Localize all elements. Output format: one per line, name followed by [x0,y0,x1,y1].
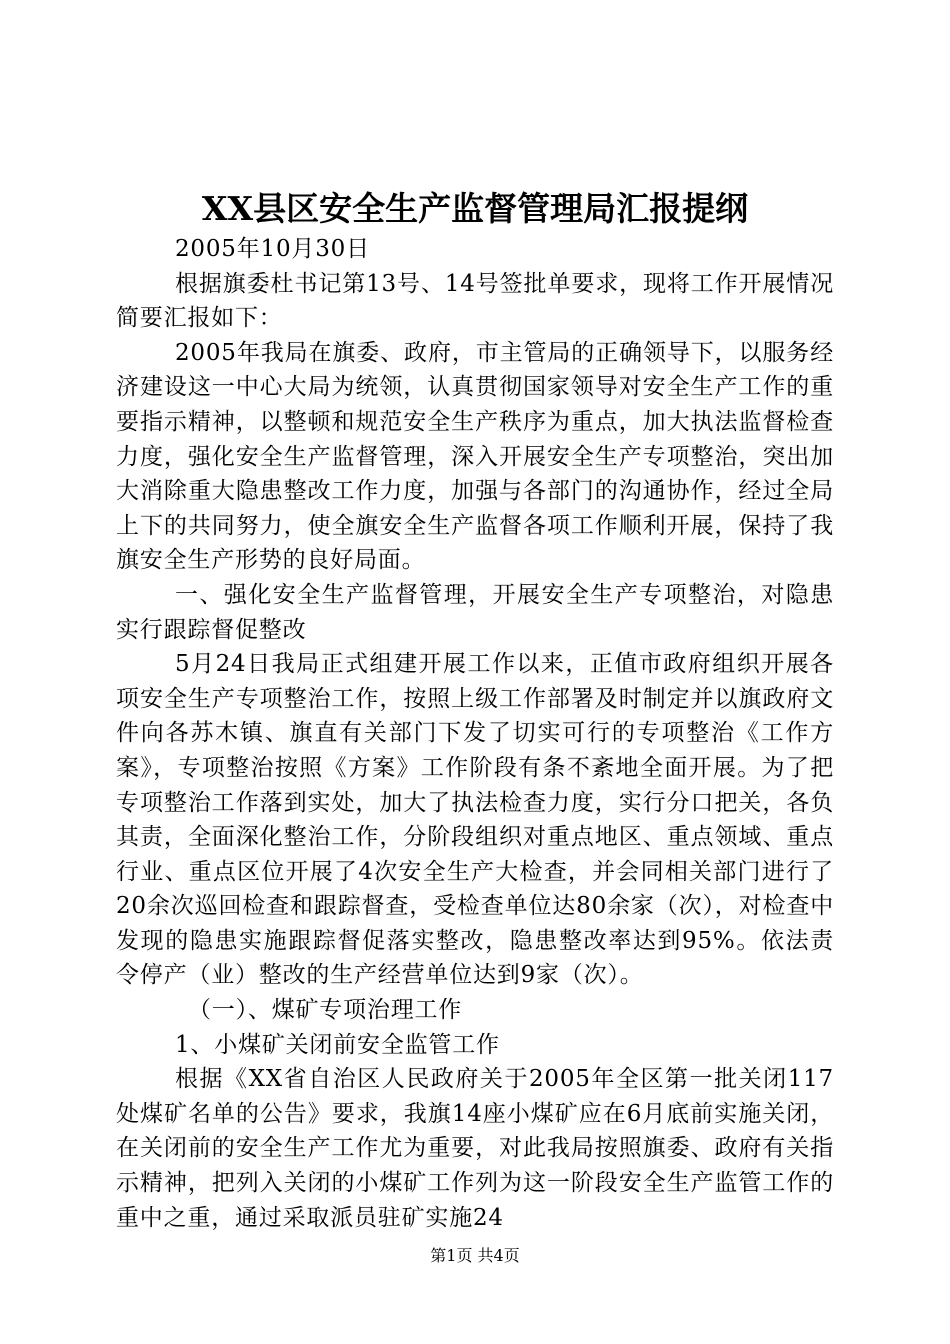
section-1-paragraph: 5月24日我局正式组建开展工作以来，正值市政府组织开展各项安全生产专项整治工作，按照上级工作部署及时制定并以旗政府文件向各苏木镇、旗直有关部门下发了切实可行的专项整治《工作方案》，专项整治按照《方案》工作阶段有条不紊地全面开展。为了把专项整治工作落到实处，加大了执法检查力度，实行分口把关，各负其责，全面深化整治工作，分阶段组织对重点地区、重点领域、重点行业、重点区位开展了4次安全生产大检查，并会同相关部门进行了20余次巡回检查和跟踪督查，受检查单位达80余家（次），对检查中发现的隐患实施跟踪督促落实整改，隐患整改率达到95%。依法责令停产（业）整改的生产经营单位达到9家（次）。 [116,651,834,989]
document-body [116,232,834,1235]
document-title: XX县区安全生产监督管理局汇报提纲 [201,189,749,228]
item-heading-1: 1、小煤矿关闭前安全监管工作 [175,1031,500,1058]
summary-paragraph: 2005年我局在旗委、政府，市主管局的正确领导下，以服务经济建设这一中心大局为统领，认真贯彻国家领导对安全生产工作的重要指示精神，以整顿和规范安全生产秩序为重点，加大执法监督检查力度，强化安全生产监督管理，深入开展安全生产专项整治，突出加大消除重大隐患整改工作力度，加强与各部门的沟通协作，经过全局上下的共同努力，使全旗安全生产监督各项工作顺利开展，保持了我旗安全生产形势的良好局面。 [116,339,834,574]
document-date: 2005年10月30日 [175,236,370,262]
subsection-heading-1: （一）、煤矿专项治理工作 [188,997,463,1024]
section-heading-1: 一、强化安全生产监督管理，开展安全生产专项整治，对隐患实行跟踪督促整改 [116,581,834,643]
page-footer: 第1页 共4页 [430,1246,520,1265]
item-1-paragraph: 根据《XX省自治区人民政府关于2005年全区第一批关闭117处煤矿名单的公告》要求，我旗14座小煤矿应在6月底前实施关闭，在关闭前的安全生产工作尤为重要，对此我局按照旗委、政府有关指示精神，把列入关闭的小煤矿工作列为这一阶段安全生产监管工作的重中之重，通过采取派员驻矿实施24 [116,1066,834,1231]
intro-paragraph: 根据旗委杜书记第13号、14号签批单要求，现将工作开展情况简要汇报如下： [116,270,834,332]
